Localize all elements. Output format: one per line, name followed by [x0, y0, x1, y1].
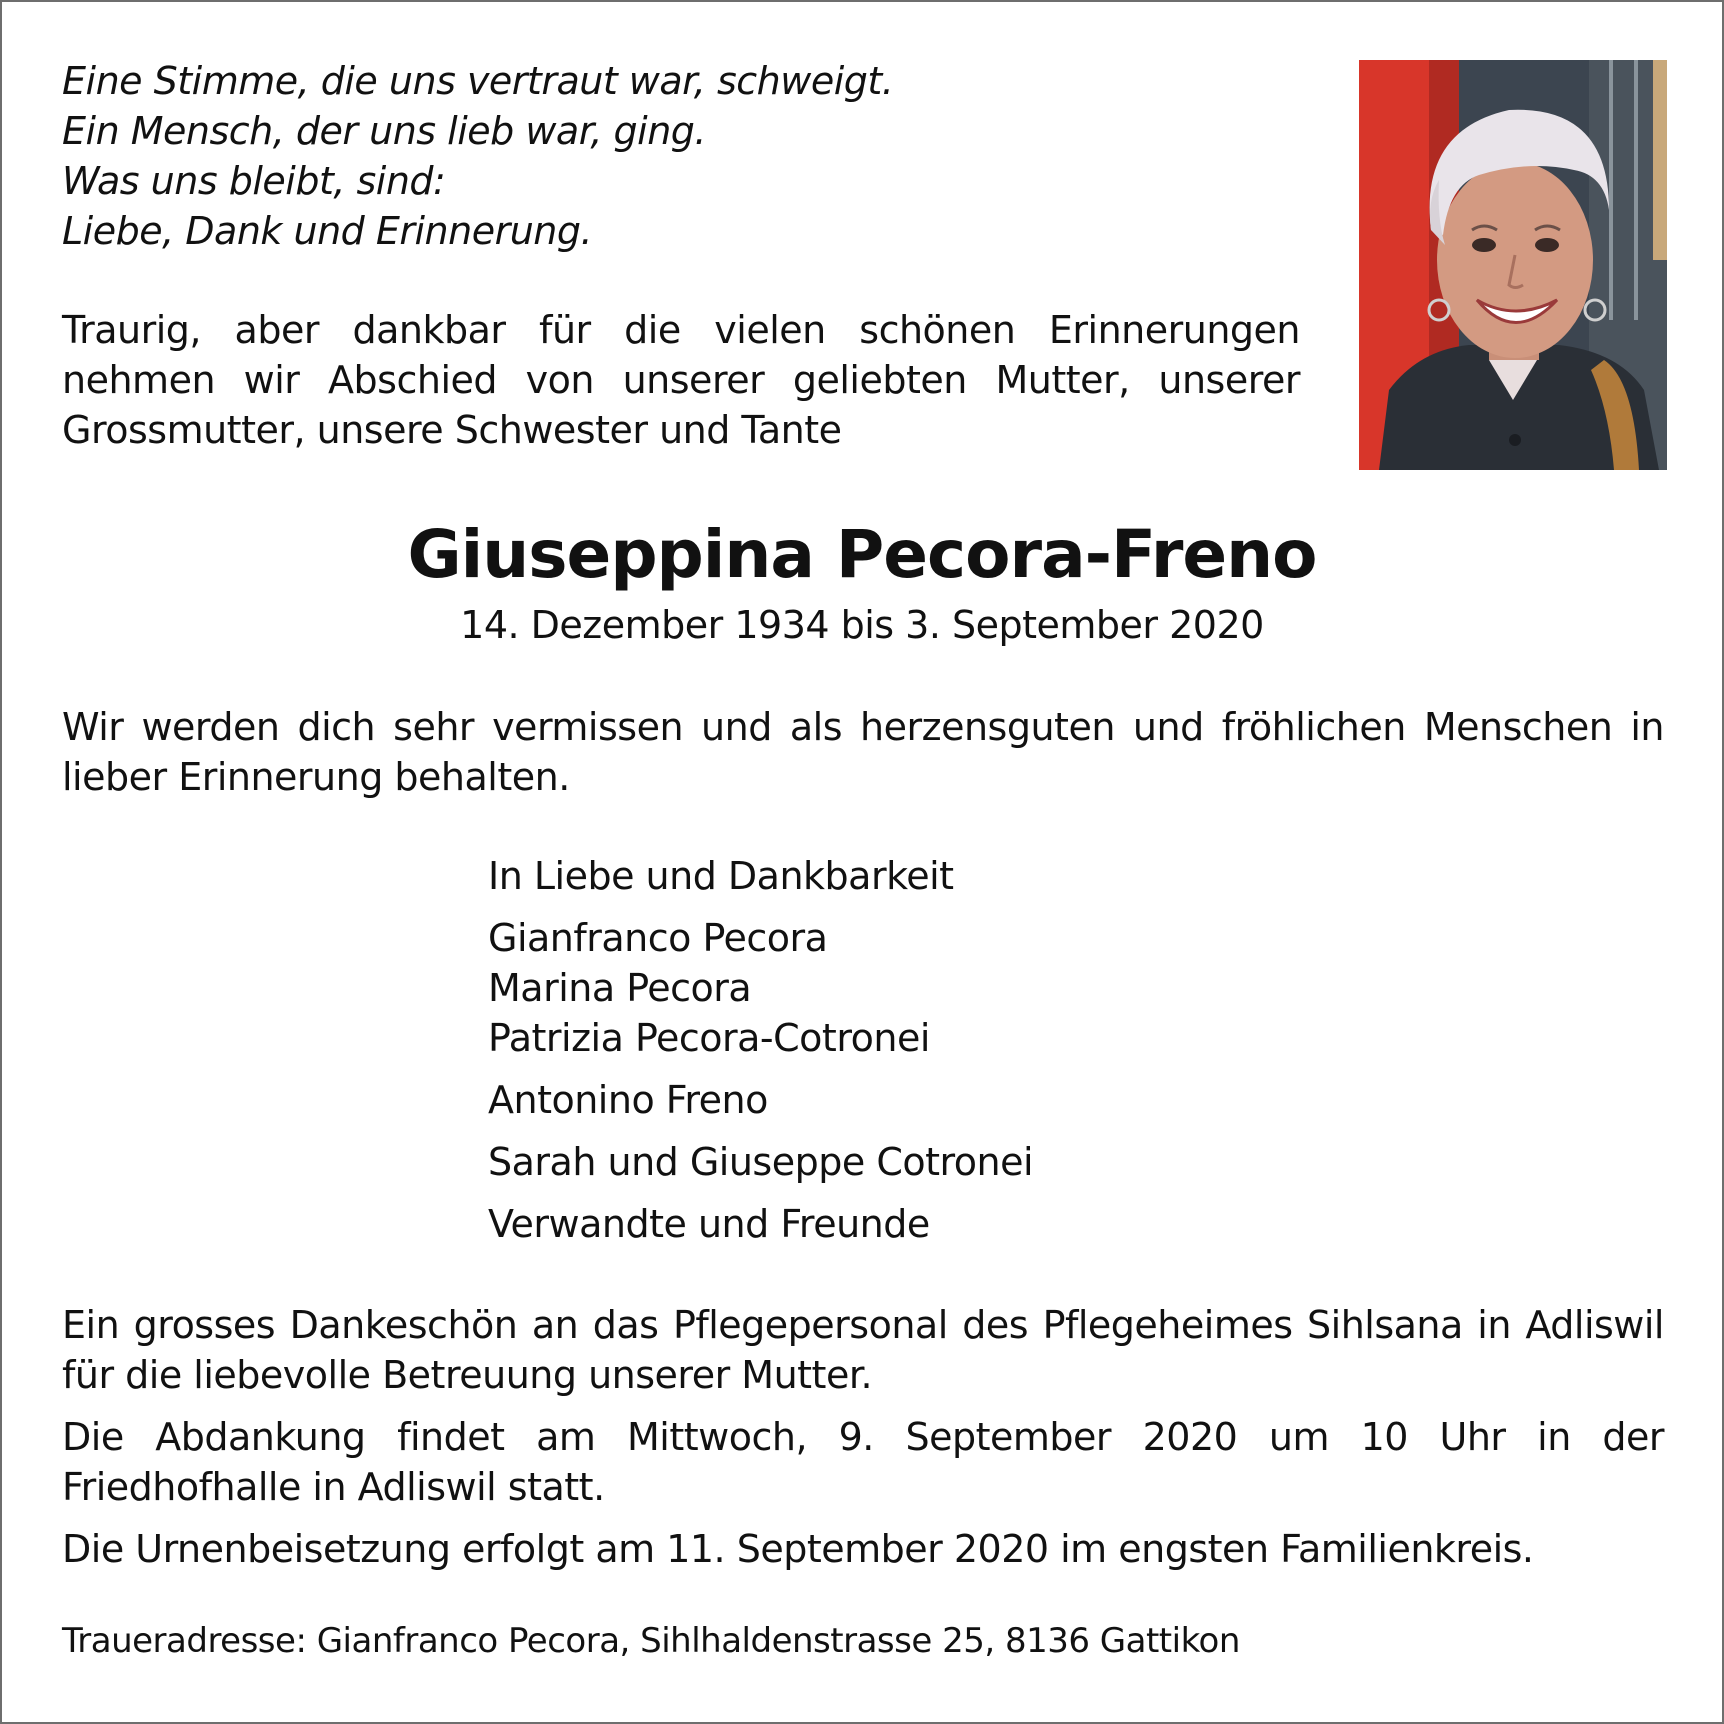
deceased-name: Giuseppina Pecora-Freno: [407, 516, 1317, 593]
poem: [62, 56, 1262, 256]
mourners-heading: In Liebe und Dankbarkeit: [488, 854, 954, 898]
service-text: Die Abdankung findet am Mittwoch, 9. September 2020 um 10 Uhr in der Friedhofhalle in Adliswil statt.: [62, 1415, 1664, 1509]
intro-text: Traurig, aber dankbar für die vielen schönen Erinnerungen nehmen wir Abschied von unserer geliebten Mutter, unserer Grossmutter, unsere Schwester und Tante: [62, 308, 1300, 452]
life-dates: 14. Dezember 1934 bis 3. September 2020: [460, 603, 1264, 647]
mourner-name: Marina Pecora: [488, 966, 752, 1010]
poem-line: Eine Stimme, die uns vertraut war, schweigt.: [62, 59, 894, 103]
poem-line: Liebe, Dank und Erinnerung.: [62, 209, 593, 253]
mourner-name: Antonino Freno: [488, 1078, 768, 1122]
mourner-name: Gianfranco Pecora: [488, 916, 828, 960]
poem-line: Ein Mensch, der uns lieb war, ging.: [62, 109, 706, 153]
mourner-name: Verwandte und Freunde: [488, 1202, 930, 1246]
mourner-name: Patrizia Pecora-Cotronei: [488, 1016, 930, 1060]
mourning-address: Traueradresse: Gianfranco Pecora, Sihlhaldenstrasse 25, 8136 Gattikon: [62, 1621, 1240, 1661]
remembrance-text: Wir werden dich sehr vermissen und als herzensguten und fröhlichen Menschen in lieber Erinnerung behalten.: [62, 705, 1664, 799]
mourners-block: [488, 851, 1388, 1249]
footer-notes: [62, 1300, 1664, 1586]
thanks-text: Ein grosses Dankeschön an das Pflegepersonal des Pflegeheimes Sihlsana in Adliswil für die liebevolle Betreuung unserer Mutter.: [62, 1303, 1664, 1397]
burial-text: Die Urnenbeisetzung erfolgt am 11. September 2020 im engsten Familienkreis.: [62, 1527, 1534, 1571]
poem-line: Was uns bleibt, sind:: [62, 159, 446, 203]
mourner-name: Sarah und Giuseppe Cotronei: [488, 1140, 1034, 1184]
portrait-photo: [1359, 60, 1667, 470]
